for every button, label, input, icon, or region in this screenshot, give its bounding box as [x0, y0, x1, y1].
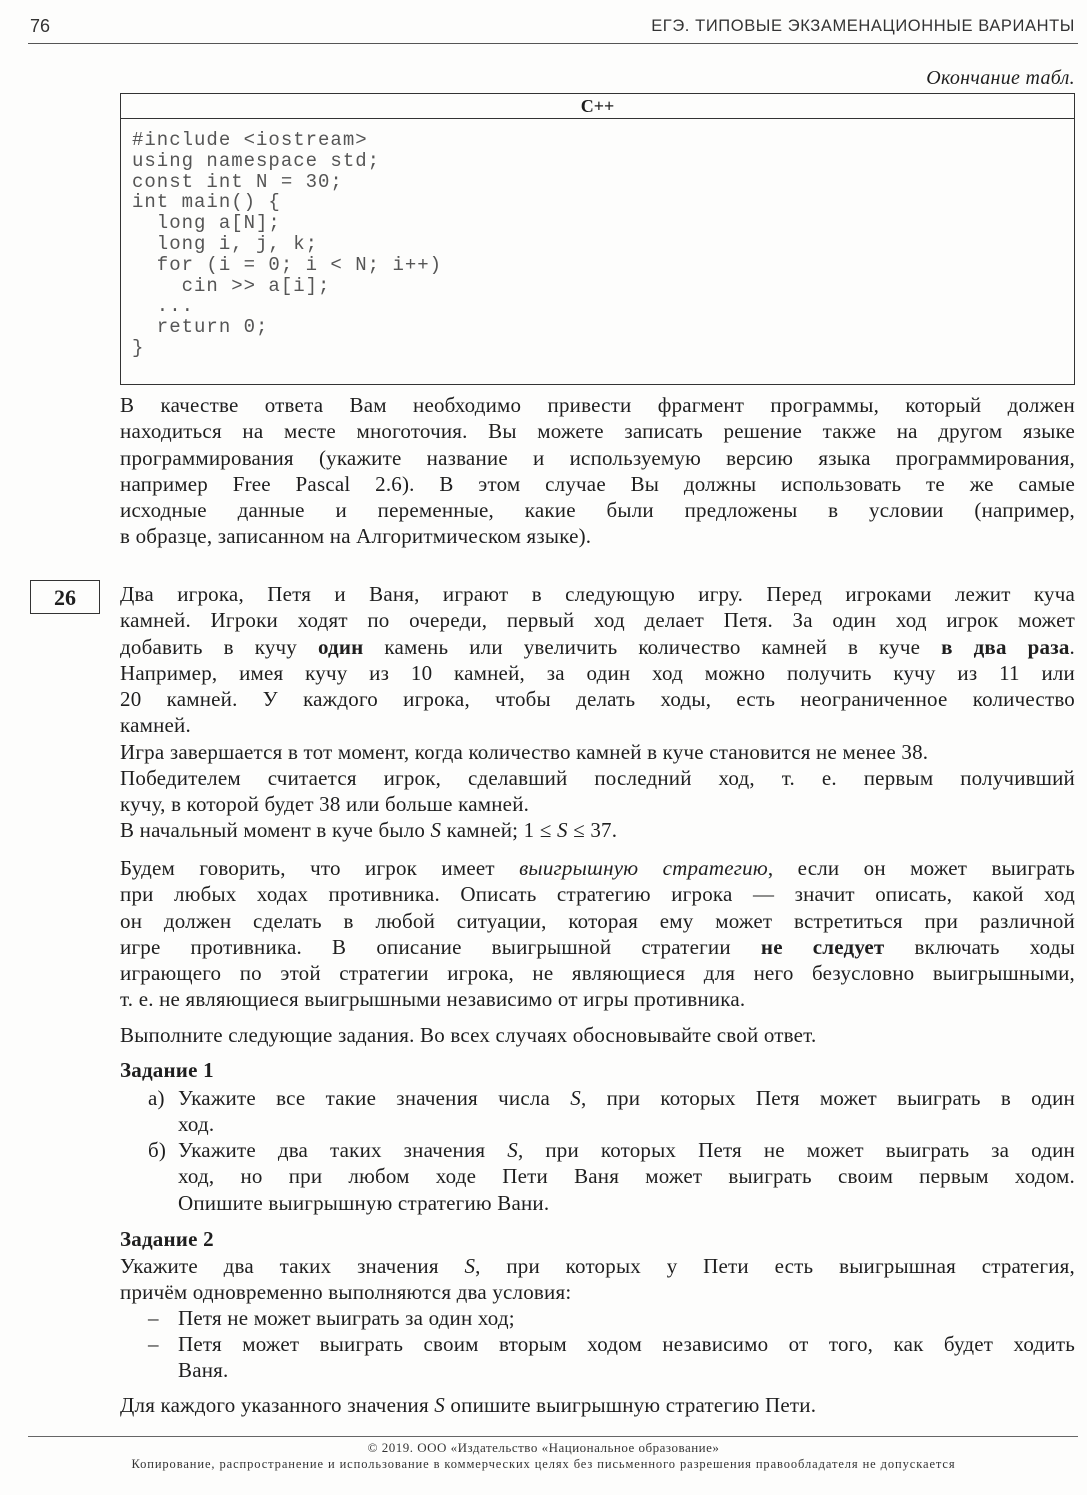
dash-marker: –: [148, 1306, 159, 1330]
code-line: int main() {: [132, 191, 281, 214]
task2-condition-2: [120, 1331, 1075, 1384]
code-line: for (i = 0; i < N; i++): [132, 253, 443, 276]
code-line: }: [132, 336, 145, 359]
task1-heading: Задание 1: [120, 1058, 214, 1082]
task2-heading: Задание 2: [120, 1227, 214, 1251]
task2-intro: [120, 1253, 1075, 1306]
code-line: long a[N];: [132, 212, 281, 235]
strategy-paragraph: [120, 855, 1075, 1013]
italic-text: S: [434, 1393, 445, 1417]
code-line: return 0;: [132, 316, 269, 339]
task2-condition-1: [120, 1305, 1075, 1331]
dash-marker: –: [148, 1332, 159, 1356]
text-line: он должен сделать в любой ситуации, которая ему может встретиться при различной: [120, 908, 1075, 933]
footer-notice: Копирование, распространение и использование в коммерческих целях без письменного разрешения правообладателя не допускается: [131, 1457, 956, 1471]
bold-text: в два раза: [941, 634, 1070, 659]
text-segment: опишите выигрышную стратегию Пети.: [444, 1393, 817, 1417]
page-number: 76: [30, 16, 51, 36]
code-listing: [121, 119, 1074, 359]
task-paragraph: [120, 581, 1075, 739]
task-paragraph: [120, 765, 1075, 818]
text-line: Например, имея кучу из 10 камней, за один ход можно получить кучу из 11 или: [120, 660, 1075, 685]
text-line: [178, 1085, 1075, 1111]
italic-text: S: [464, 1254, 476, 1278]
text-line: при любых ходах противника. Описать стратегию игрока — значит описать, какой ход: [120, 882, 1075, 907]
text-line: Петя не может выиграть за один ход;: [178, 1306, 515, 1330]
italic-text: S: [557, 818, 568, 843]
intro-paragraph: [120, 392, 1075, 550]
text-line: Ваня.: [178, 1358, 229, 1383]
task-number-badge: 26: [30, 580, 100, 614]
text-line: [120, 1392, 1075, 1418]
text-segment: включать ходы: [884, 934, 1075, 959]
text-line: играющего по этой стратегии игрока, не являющиеся для него безусловно выигрышными,: [120, 961, 1075, 985]
text-line: [178, 1137, 1075, 1163]
task-conditions: [120, 581, 1075, 844]
text-line: программирования (укажите название и используемую версию языка программирования,: [120, 445, 1075, 470]
code-line: const int N = 30;: [132, 170, 343, 193]
text-segment: .: [1069, 634, 1075, 659]
text-segment: В начальный момент в куче было: [120, 818, 431, 843]
text-segment: , при которых Петя может выиграть в один: [580, 1086, 1075, 1110]
italic-text: S: [507, 1138, 518, 1162]
code-line: ...: [132, 295, 195, 318]
text-line: [120, 1253, 1075, 1279]
text-line: ход.: [178, 1112, 215, 1137]
task1-item-b: [120, 1137, 1075, 1216]
text-line: камней.: [120, 713, 191, 738]
header-divider: [28, 43, 1078, 44]
text-line: [120, 934, 1075, 960]
text-line: Победителем считается игрок, сделавший последний ход, т. е. первым получивший: [120, 765, 1075, 790]
text-segment: Для каждого указанного значения: [120, 1393, 435, 1417]
text-segment: , при которых Петя не может выиграть за один: [517, 1138, 1075, 1162]
code-line: #include <iostream>: [132, 129, 368, 151]
text-segment: , при которых у Пети есть выигрышная стратегия,: [475, 1254, 1075, 1278]
text-segment: Укажите все такие значения числа: [178, 1086, 571, 1110]
table-continuation-note: Окончание табл.: [926, 67, 1075, 89]
text-line: Опишите выигрышную стратегию Вани.: [178, 1190, 550, 1215]
code-table-header: C++: [121, 94, 1074, 119]
task-paragraph: [120, 739, 1075, 765]
text-segment: добавить в кучу: [120, 634, 318, 659]
footer-divider: [28, 1436, 1078, 1437]
closing-paragraph: [120, 1392, 1075, 1418]
text-line: [120, 817, 1075, 843]
text-line: 20 камней. У каждого игрока, чтобы делать ходы, есть неограниченное количество: [120, 687, 1075, 711]
italic-text: S: [570, 1086, 581, 1110]
text-segment: Укажите два таких значения: [178, 1138, 508, 1162]
code-line: long i, j, k;: [132, 232, 319, 255]
condition-text: [178, 1305, 1075, 1331]
text-line: Игра завершается в тот момент, когда количество камней в куче становится не менее 38.: [120, 739, 929, 764]
text-line: т. е. не являющиеся выигрышными независимо от игры противника.: [120, 987, 746, 1012]
item-text: [178, 1085, 1075, 1138]
text-line: в образце, записанном на Алгоритмическом языке).: [120, 524, 592, 549]
instructions-paragraph: [120, 1022, 1075, 1048]
text-segment: Будем говорить, что игрок имеет: [120, 856, 520, 880]
text-line: кучу, в которой будет 38 или больше камней.: [120, 792, 530, 816]
text-line: находиться на месте многоточия. Вы можете записать решение также на другом языке: [120, 419, 1075, 444]
text-line: Петя может выиграть своим вторым ходом независимо от того, как будет ходить: [178, 1332, 1075, 1356]
footer-copyright: © 2019. ООО «Издательство «Национальное образование»: [367, 1440, 720, 1455]
text-line: камней. Игроки ходят по очереди, первый ход делает Петя. За один ход игрок может: [120, 608, 1075, 633]
bold-text: не следует: [760, 934, 885, 959]
text-line: например Free Pascal 2.6). В этом случае Вы должны использовать те же самые: [120, 471, 1075, 496]
text-line: [120, 634, 1075, 660]
code-line: cin >> a[i];: [132, 274, 331, 297]
running-title: ЕГЭ. ТИПОВЫЕ ЭКЗАМЕНАЦИОННЫЕ ВАРИАНТЫ: [651, 17, 1075, 35]
text-line: причём одновременно выполняются два условия:: [120, 1280, 572, 1305]
italic-text: S: [430, 818, 442, 843]
bold-text: один: [317, 634, 364, 659]
text-segment: камень или увеличить количество камней в куче: [363, 634, 942, 659]
text-line: исходные данные и переменные, какие были предложены в условии (например,: [120, 498, 1075, 522]
text-line: ход, но при любом ходе Пети Ваня может выиграть своим первым ходом.: [178, 1164, 1075, 1189]
text-segment: игре противника. В описание выигрышной стратегии: [120, 934, 761, 959]
code-table: [120, 93, 1075, 385]
task1-item-a: [120, 1085, 1075, 1138]
text-segment: Укажите два таких значения: [120, 1254, 465, 1278]
item-label: б): [148, 1138, 167, 1162]
text-line: Выполните следующие задания. Во всех случаях обосновывайте свой ответ.: [120, 1023, 817, 1047]
italic-text: выигрышную стратегию: [519, 856, 768, 880]
item-text: [178, 1137, 1075, 1216]
code-line: using namespace std;: [132, 149, 381, 172]
text-segment: , если он может выиграть: [767, 856, 1075, 880]
text-segment: камней; 1 ≤: [441, 818, 557, 843]
task-paragraph: [120, 817, 1075, 843]
condition-text: [178, 1331, 1075, 1384]
text-segment: ≤ 37.: [567, 818, 618, 843]
text-line: В качестве ответа Вам необходимо привести фрагмент программы, который должен: [120, 393, 1075, 417]
text-line: [120, 855, 1075, 881]
text-line: Два игрока, Петя и Ваня, играют в следующую игру. Перед игроками лежит куча: [120, 582, 1075, 606]
item-label: а): [148, 1086, 165, 1110]
